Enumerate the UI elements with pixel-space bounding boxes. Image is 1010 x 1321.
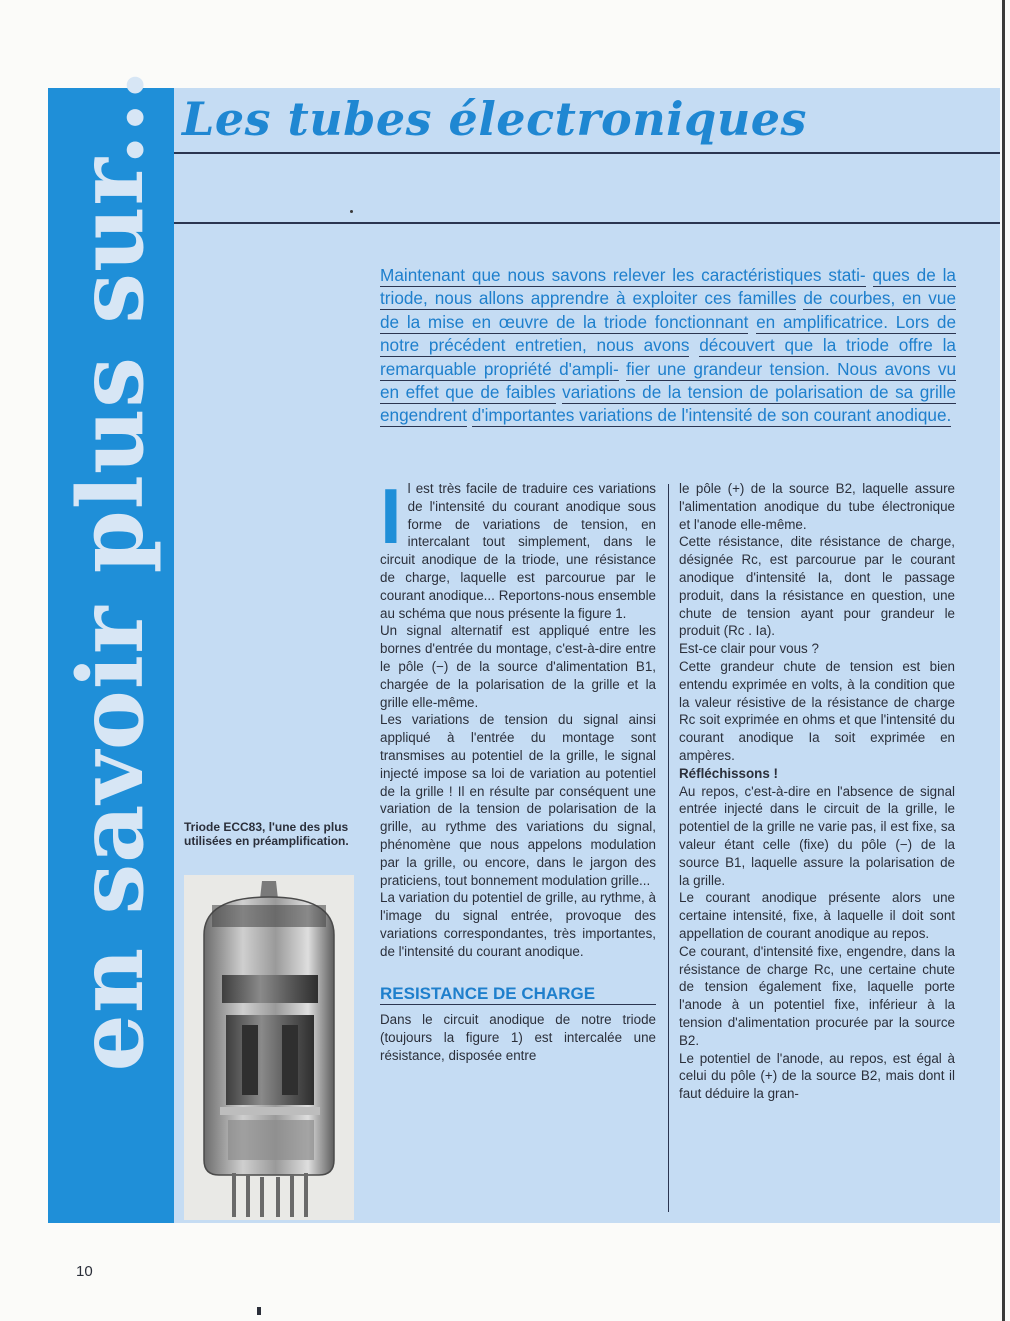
tube-photo (184, 875, 354, 1220)
paragraph: Dans le circuit anodique de notre triode (toujours la figure 1) est intercalée une résistance, disposée entre (380, 1012, 656, 1063)
page-edge (1002, 0, 1005, 1321)
header-rule (174, 222, 1000, 224)
intro-line: variations de la tension de polarisation de sa grille engendrent (380, 382, 956, 426)
page-number: 10 (76, 1263, 93, 1280)
paragraph: Au repos, c'est-à-dire en l'absence de signal entrée injecté dans le circuit de la grille, le potentiel de la grille ne varie pas, il est fixe, sa valeur étant celle (fixe) du pôle (−) de la source B1, laquelle assure la polarisation de la grille. (679, 783, 955, 888)
paragraph: Les variations de tension du signal ainsi appliqué à l'entrée du montage sont transmises au potentiel de la grille, le signal injecté impose sa loi de variation au potentiel de la grille ! Il en résulte par conséquent une variation de la tension de polarisation de la grille, au rythme des variations du signal, phénomène que nous appelons modulation par la grille, ou encore, dans le jargon des praticiens, tout bonnement modulation grille... (380, 712, 656, 888)
intro-line: ques de la triode, nous allons apprendre à exploiter ces familles (380, 265, 956, 309)
paragraph: Ce courant, d'intensité fixe, engendre, dans la résistance de charge Rc, une certaine chute de tension également fixe, laquelle porte l'anode à un potentiel fixe, inférieur à la tension d'alimentation procurée par la source B2. (679, 943, 955, 1048)
section-heading: RESISTANCE DE CHARGE (380, 985, 656, 1006)
column-right (679, 480, 955, 1103)
paragraph: Cette résistance, dite résistance de charge, désignée Rc, est parcourue par le courant anodique d'intensité Ia, dont le passage produit, dans la résistance en question, une chute de tension ayant pour grandeur le produit (Rc . Ia). (679, 534, 955, 639)
paragraph: Un signal alternatif est appliqué entre les bornes d'entrée du montage, c'est-à-dire entre le pôle (−) de la source d'alimentation B1, chargée de la polarisation de la grille et la grille elle-même. (380, 623, 656, 710)
decorative-dot (350, 210, 353, 213)
article-title: Les tubes électroniques (182, 92, 807, 146)
photo-caption: Triode ECC83, l'une des plus utilisées en préamplification. (184, 820, 349, 848)
intro-line: d'importantes variations de l'intensité de son courant anodique. (471, 405, 952, 426)
paragraph: le pôle (+) de la source B2, laquelle assure l'alimentation anodique du tube électronique et l'anode elle-même. (679, 481, 955, 532)
intro-line: de courbes, en vue de la mise en œuvre de la triode fonctionnant (380, 288, 956, 332)
intro-line: fier une grandeur tension. Nous avons vu en effet que de faibles (380, 358, 956, 403)
column-left (380, 472, 656, 1065)
intro-line: découvert que la triode offre la remarquable propriété d'ampli- (380, 335, 956, 379)
print-mark (257, 1307, 261, 1315)
paragraph: Est-ce clair pour vous ? (679, 641, 819, 657)
vertical-section-title: en savoir plus sur... (58, 68, 164, 1072)
intro-line: en amplificatrice. Lors de notre précédent entretien, nous avons (380, 311, 956, 356)
subheading: Réfléchissons ! (679, 765, 778, 781)
paragraph-text: l est très facile de traduire ces variations de l'intensité du courant anodique sous forme de variations de tension, en intercalant tout simplement, dans le circuit anodique de la triode, une résistance de charge, laquelle est parcourue par le courant anodique... Reportons-nous ensemble au schéma que nous présente la figure 1. (380, 481, 656, 621)
introduction (380, 264, 956, 428)
paragraph: Le potentiel de l'anode, au repos, est égal à celui du pôle (+) de la source B2, mais dont il faut déduire la gran- (679, 1050, 955, 1102)
drop-cap: I (380, 472, 402, 560)
paragraph: La variation du potentiel de grille, au rythme, à l'image du signal entrée, provoque des variations correspondantes, très importantes, de l'intensité du courant anodique. (380, 890, 656, 959)
paragraph: Le courant anodique présente alors une certaine intensité, fixe, à laquelle il doit sont appellation de courant anodique au repos. (679, 890, 955, 941)
column-divider (668, 484, 669, 1212)
vacuum-tube-illustration (184, 875, 354, 1220)
paragraph (380, 472, 656, 622)
paragraph: Cette grandeur chute de tension est bien entendu exprimée en volts, à la condition que la valeur résistive de la résistance de charge Rc soit exprimée en ohms et que l'intensité du courant anodique Ia soit exprimée en ampères. (679, 658, 955, 763)
intro-line: Maintenant que nous savons relever les caractéristiques stati- (380, 265, 866, 285)
